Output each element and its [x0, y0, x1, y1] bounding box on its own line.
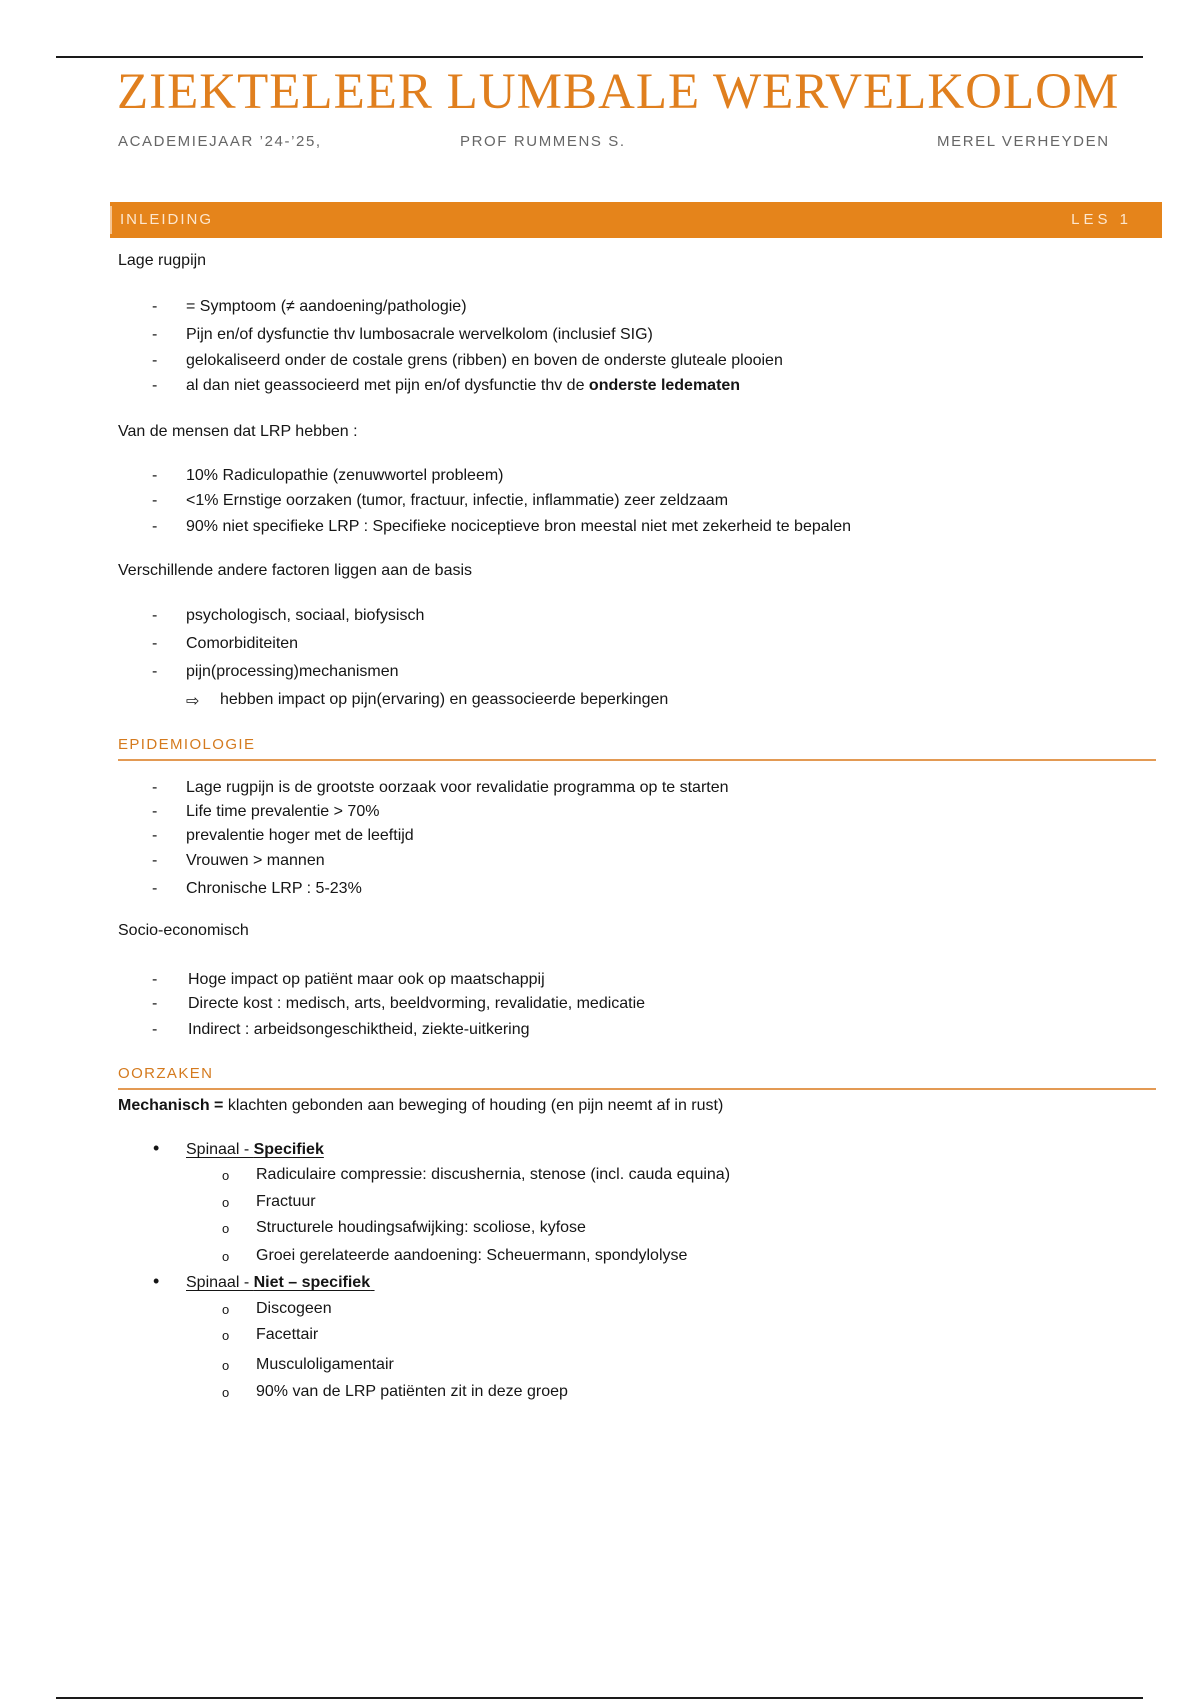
band-lesson: LES 1 — [1071, 211, 1132, 228]
arrow-item-text: hebben impact op pijn(ervaring) en geassocieerde beperkingen — [220, 691, 669, 708]
sub-list-item-text: 90% van de LRP patiënten zit in deze groep — [256, 1383, 568, 1400]
bold-term: Specifiek — [253, 1141, 324, 1158]
dash-bullet: - — [152, 377, 158, 394]
cursor-mark — [110, 206, 112, 234]
circle-bullet: o — [222, 1358, 230, 1373]
dash-bullet: - — [152, 880, 158, 897]
sub-list-item-text: Facettair — [256, 1326, 319, 1343]
list-item-text: Comorbiditeiten — [186, 635, 299, 652]
section-heading-oorzaken: OORZAKEN — [118, 1065, 1156, 1090]
bullet-dot: • — [153, 1271, 160, 1291]
sub-list-item-text: Groei gerelateerde aandoening: Scheuermann, spondylolyse — [256, 1247, 688, 1264]
sub-list-item-text: Radiculaire compressie: discushernia, stenose (incl. cauda equina) — [256, 1166, 731, 1183]
paragraph-lage-rugpijn: Lage rugpijn — [118, 252, 207, 269]
list-item-text — [186, 377, 740, 395]
list-item-text: 10% Radiculopathie (zenuwwortel probleem) — [186, 467, 504, 484]
paragraph-text: klachten gebonden aan beweging of houding (en pijn neemt af in rust) — [223, 1097, 724, 1114]
circle-bullet: o — [222, 1249, 230, 1264]
dash-bullet: - — [152, 326, 158, 343]
paragraph-socio: Socio-economisch — [118, 922, 249, 939]
dash-bullet: - — [152, 995, 158, 1012]
group-prefix: Spinaal - — [186, 1274, 254, 1291]
list-item-text — [186, 1274, 375, 1292]
arrow-icon: ⇨ — [186, 693, 200, 710]
dash-bullet: - — [152, 971, 158, 988]
list-item-text: pijn(processing)mechanismen — [186, 663, 399, 680]
list-item-text: Vrouwen > mannen — [186, 852, 325, 869]
dash-bullet: - — [152, 607, 158, 624]
professor-name: PROF RUMMENS S. — [460, 133, 626, 150]
circle-bullet: o — [222, 1302, 230, 1317]
dash-bullet: - — [152, 352, 158, 369]
dash-bullet: - — [152, 298, 158, 315]
list-item-text: gelokaliseerd onder de costale grens (ribben) en boven de onderste gluteale plooien — [186, 352, 783, 369]
bold-term: Niet – specifiek — [253, 1274, 371, 1291]
dash-bullet: - — [152, 635, 158, 652]
circle-bullet: o — [222, 1168, 230, 1183]
sub-list-item-text: Structurele houdingsafwijking: scoliose, kyfose — [256, 1219, 586, 1236]
list-item-text: Lage rugpijn is de grootste oorzaak voor revalidatie programma op te starten — [186, 779, 729, 796]
author-name: MEREL VERHEYDEN — [937, 133, 1110, 150]
section-band-inleiding — [110, 202, 1162, 238]
paragraph-mechanisch — [118, 1097, 723, 1115]
list-item-text: 90% niet specifieke LRP : Specifieke nociceptieve bron meestal niet met zekerheid te bepalen — [186, 518, 851, 535]
section-heading-epidemiologie: EPIDEMIOLOGIE — [118, 736, 1156, 761]
paragraph-factoren: Verschillende andere factoren liggen aan de basis — [118, 562, 473, 579]
list-item-text: psychologisch, sociaal, biofysisch — [186, 607, 425, 624]
dash-bullet: - — [152, 492, 158, 509]
dash-bullet: - — [152, 663, 158, 680]
bold-term: onderste ledematen — [588, 377, 741, 394]
list-item-text: Directe kost : medisch, arts, beeldvorming, revalidatie, medicatie — [188, 995, 646, 1012]
band-title: INLEIDING — [120, 211, 214, 228]
circle-bullet: o — [222, 1385, 230, 1400]
dash-bullet: - — [152, 779, 158, 796]
top-rule — [56, 56, 1143, 58]
list-item-text: Indirect : arbeidsongeschiktheid, ziekte-uitkering — [188, 1021, 530, 1038]
circle-bullet: o — [222, 1328, 230, 1343]
list-item-text: Life time prevalentie > 70% — [186, 803, 380, 820]
list-item-text-part: al dan niet geassocieerd met pijn en/of dysfunctie thv de — [186, 377, 589, 394]
circle-bullet: o — [222, 1195, 230, 1210]
list-item-text — [186, 1141, 324, 1159]
group-prefix: Spinaal - — [186, 1141, 254, 1158]
circle-bullet: o — [222, 1221, 230, 1236]
sub-list-item-text: Fractuur — [256, 1193, 316, 1210]
document-title: ZIEKTELEER LUMBALE WERVELKOLOM — [117, 64, 1120, 120]
bullet-dot: • — [153, 1138, 160, 1158]
sub-list-item-text: Discogeen — [256, 1300, 332, 1317]
list-item-text: = Symptoom (≠ aandoening/pathologie) — [186, 298, 467, 315]
list-item-text: Hoge impact op patiënt maar ook op maatschappij — [188, 971, 545, 988]
dash-bullet: - — [152, 803, 158, 820]
bottom-rule — [56, 1697, 1143, 1699]
paragraph-lrp: Van de mensen dat LRP hebben : — [118, 423, 358, 440]
bold-term: Mechanisch = — [118, 1097, 224, 1114]
academic-year: ACADEMIEJAAR ’24-’25, — [118, 133, 322, 150]
dash-bullet: - — [152, 518, 158, 535]
list-item-text: Chronische LRP : 5-23% — [186, 880, 362, 897]
dash-bullet: - — [152, 467, 158, 484]
dash-bullet: - — [152, 827, 158, 844]
dash-bullet: - — [152, 852, 158, 869]
dash-bullet: - — [152, 1021, 158, 1038]
list-item-text: prevalentie hoger met de leeftijd — [186, 827, 414, 844]
list-item-text: Pijn en/of dysfunctie thv lumbosacrale wervelkolom (inclusief SIG) — [186, 326, 653, 343]
list-item-text: <1% Ernstige oorzaken (tumor, fractuur, infectie, inflammatie) zeer zeldzaam — [186, 492, 729, 509]
sub-list-item-text: Musculoligamentair — [256, 1356, 394, 1373]
